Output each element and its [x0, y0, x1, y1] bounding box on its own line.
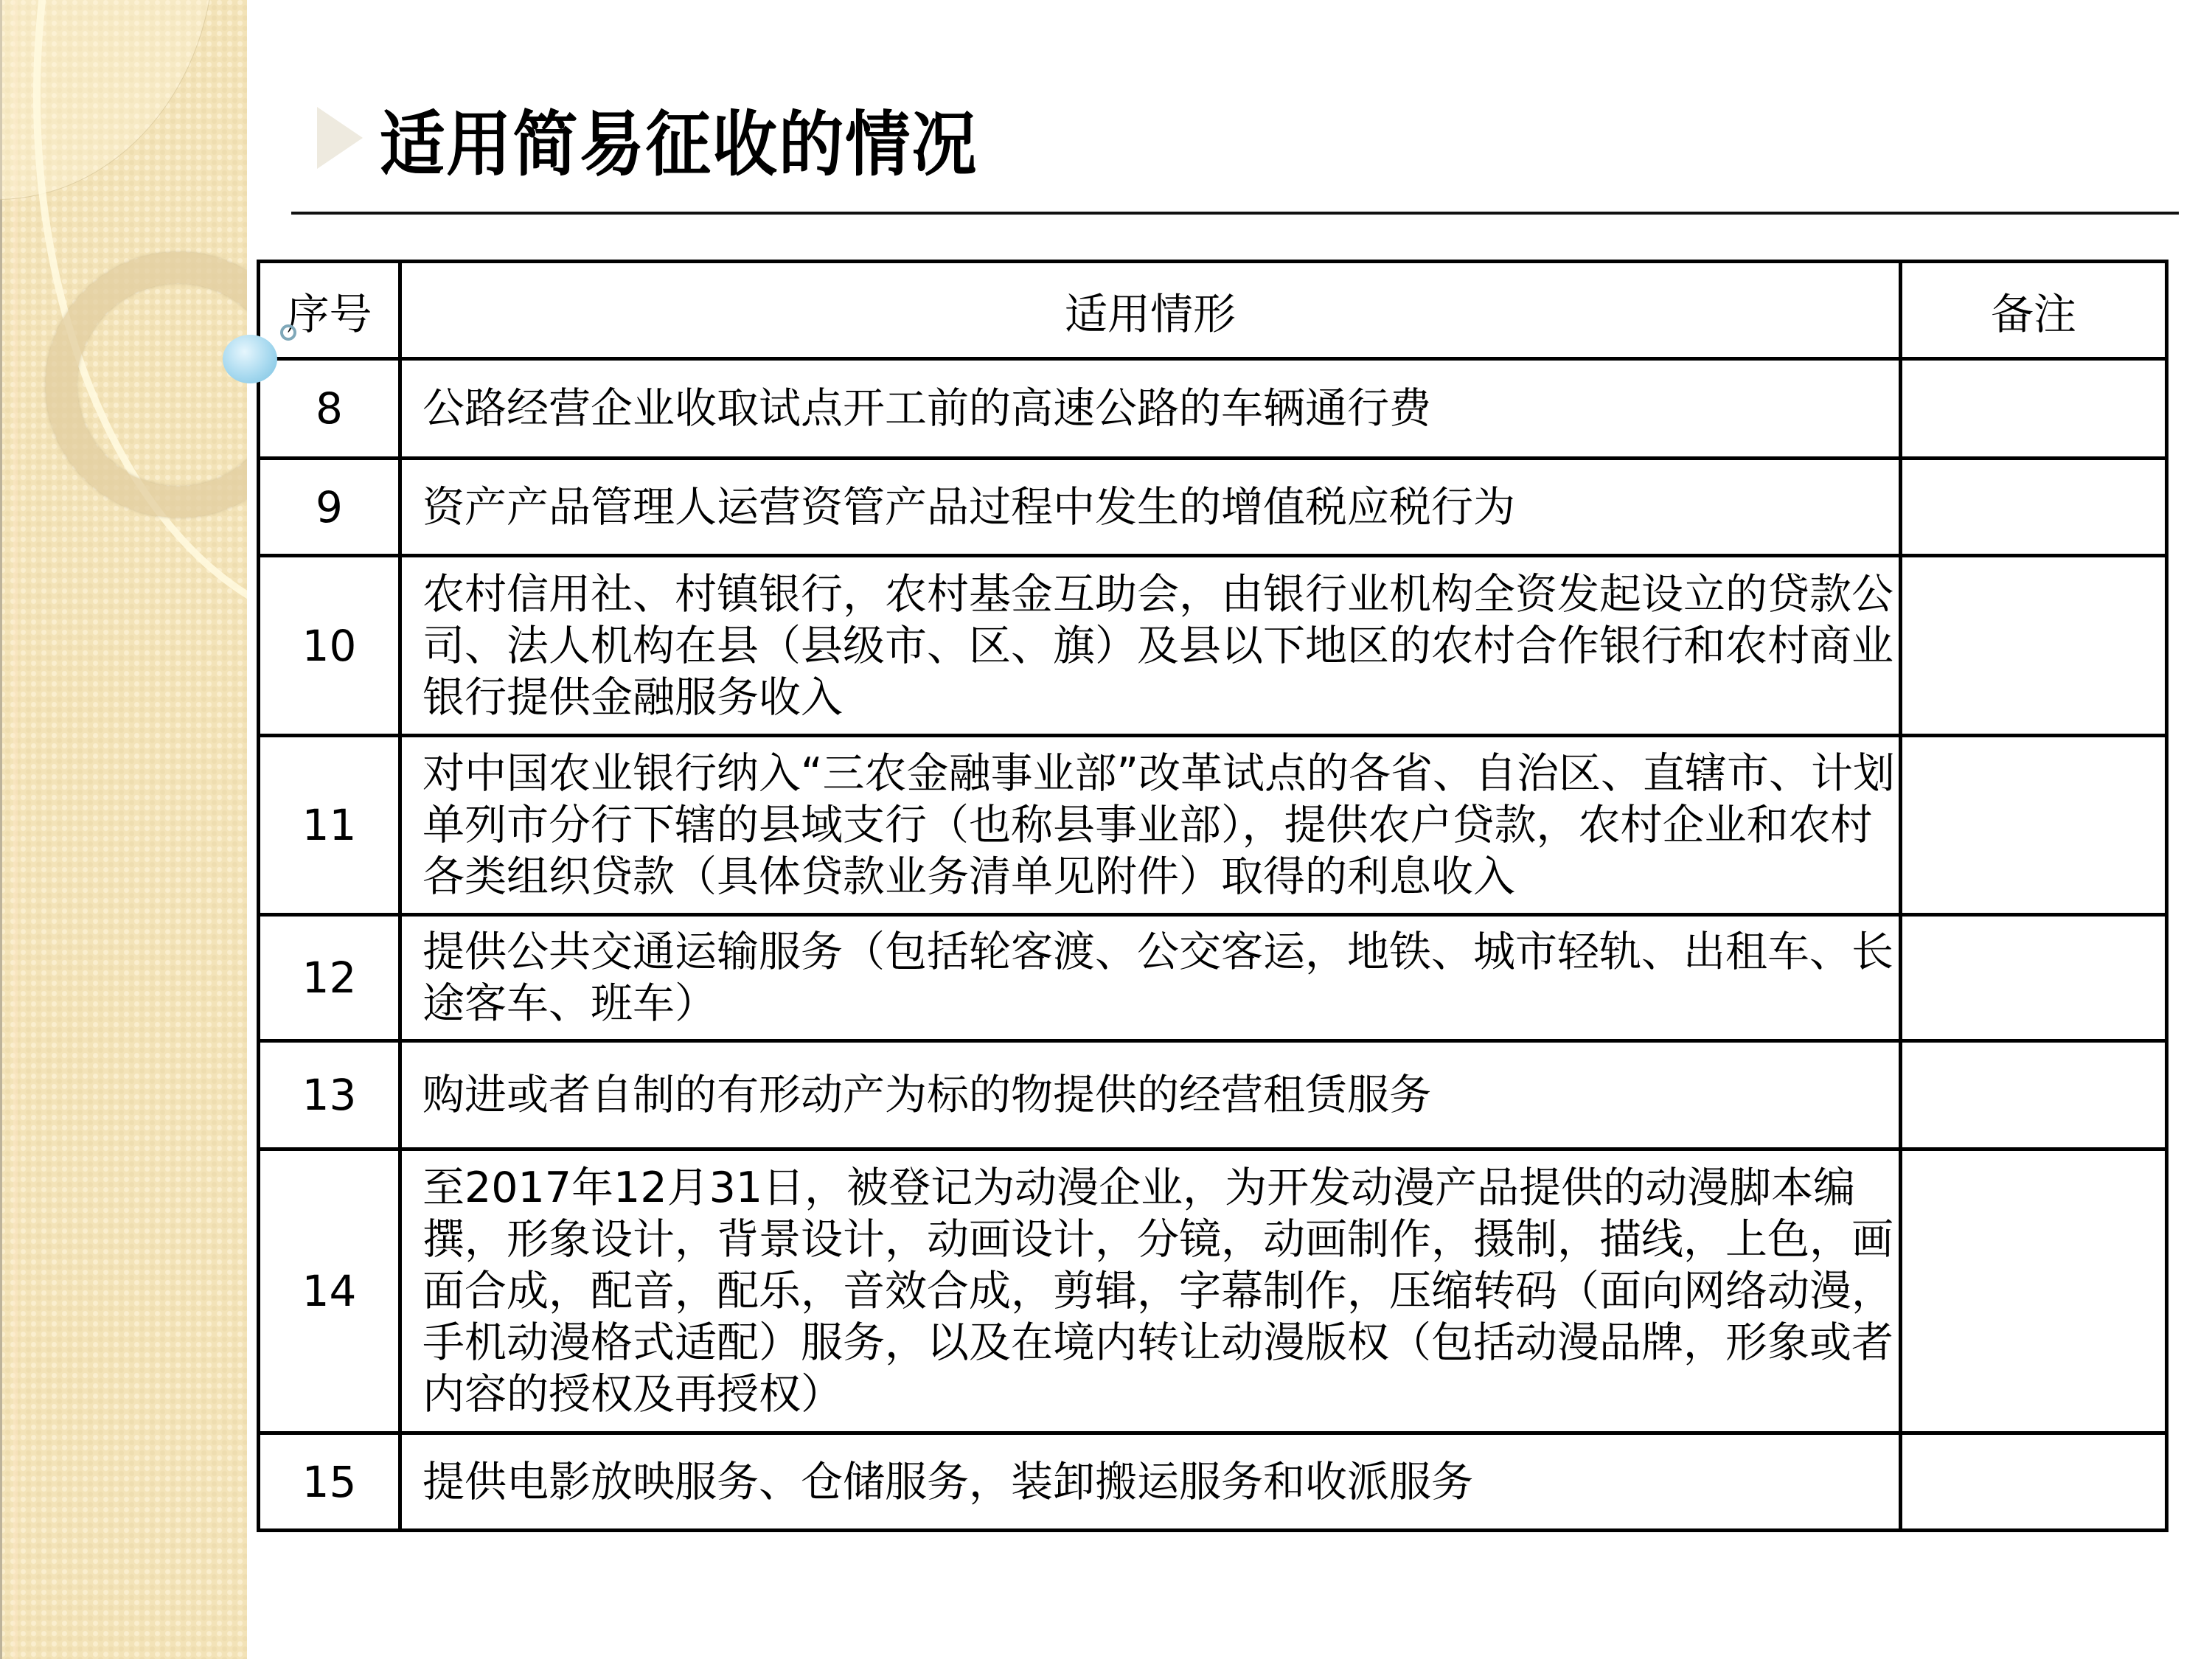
row-description: 农村信用社、村镇银行，农村基金互助会，由银行业机构全资发起设立的贷款公司、法人机构在县（县级市、区、旗）及县以下地区的农村合作银行和农村商业银行提供金融服务收入: [400, 556, 1901, 736]
row-number: 9: [259, 459, 400, 556]
row-note: [1901, 1041, 2167, 1150]
row-note: [1901, 1433, 2167, 1531]
decorative-sidebar: [0, 0, 247, 1659]
row-number: 8: [259, 359, 400, 459]
sidebar-stripe: [13, 0, 18, 1659]
header-remarks: 备注: [1901, 262, 2167, 359]
row-description: 公路经营企业收取试点开工前的高速公路的车辆通行费: [400, 359, 1901, 459]
row-note: [1901, 915, 2167, 1041]
slide-title: 适用简易征收的情况: [380, 102, 978, 186]
row-description: 购进或者自制的有形动产为标的物提供的经营租赁服务: [400, 1041, 1901, 1150]
table-row: [259, 1041, 2167, 1150]
row-description: 资产产品管理人运营资管产品过程中发生的增值税应税行为: [400, 459, 1901, 556]
row-note: [1901, 459, 2167, 556]
sidebar-edge-line: [0, 0, 2, 1659]
row-number: 15: [259, 1433, 400, 1531]
row-description: 提供电影放映服务、仓储服务，装卸搬运服务和收派服务: [400, 1433, 1901, 1531]
row-description: 至2017年12月31日，被登记为动漫企业，为开发动漫产品提供的动漫脚本编撰，形象设计，背景设计，动画设计，分镜，动画制作，摄制，描线，上色，画面合成，配音，配乐，音效合成，剪辑，字幕制作，压缩转码（面向网络动漫，手机动漫格式适配）服务，以及在境内转让动漫版权（包括动漫品牌，形象或者内容的授权及再授权）: [400, 1150, 1901, 1433]
row-note: [1901, 556, 2167, 736]
header-serial-number: 序号: [259, 262, 400, 359]
table-row: [259, 459, 2167, 556]
table-header-row: [259, 262, 2167, 359]
row-number: 11: [259, 736, 400, 915]
table-row: [259, 359, 2167, 459]
table-row: [259, 915, 2167, 1041]
table-row: [259, 1433, 2167, 1531]
row-note: [1901, 359, 2167, 459]
table-row: [259, 556, 2167, 736]
row-description: 对中国农业银行纳入“三农金融事业部”改革试点的各省、自治区、直辖市、计划单列市分行下辖的县域支行（也称县事业部），提供农户贷款，农村企业和农村各类组织贷款（具体贷款业务清单见附件）取得的利息收入: [400, 736, 1901, 915]
row-number: 12: [259, 915, 400, 1041]
row-note: [1901, 1150, 2167, 1433]
simplified-levy-table: [257, 260, 2168, 1532]
title-bullet-triangle-icon: [317, 107, 363, 169]
row-number: 10: [259, 556, 400, 736]
decorative-small-ring-icon: [280, 324, 296, 341]
row-number: 13: [259, 1041, 400, 1150]
table-row: [259, 736, 2167, 915]
table-row: [259, 1150, 2167, 1433]
row-description: 提供公共交通运输服务（包括轮客渡、公交客运，地铁、城市轻轨、出租车、长途客车、班车）: [400, 915, 1901, 1041]
decorative-bubble-icon: [223, 335, 277, 383]
row-number: 14: [259, 1150, 400, 1433]
header-applicable-situation: 适用情形: [400, 262, 1901, 359]
row-note: [1901, 736, 2167, 915]
title-divider: [291, 212, 2179, 215]
